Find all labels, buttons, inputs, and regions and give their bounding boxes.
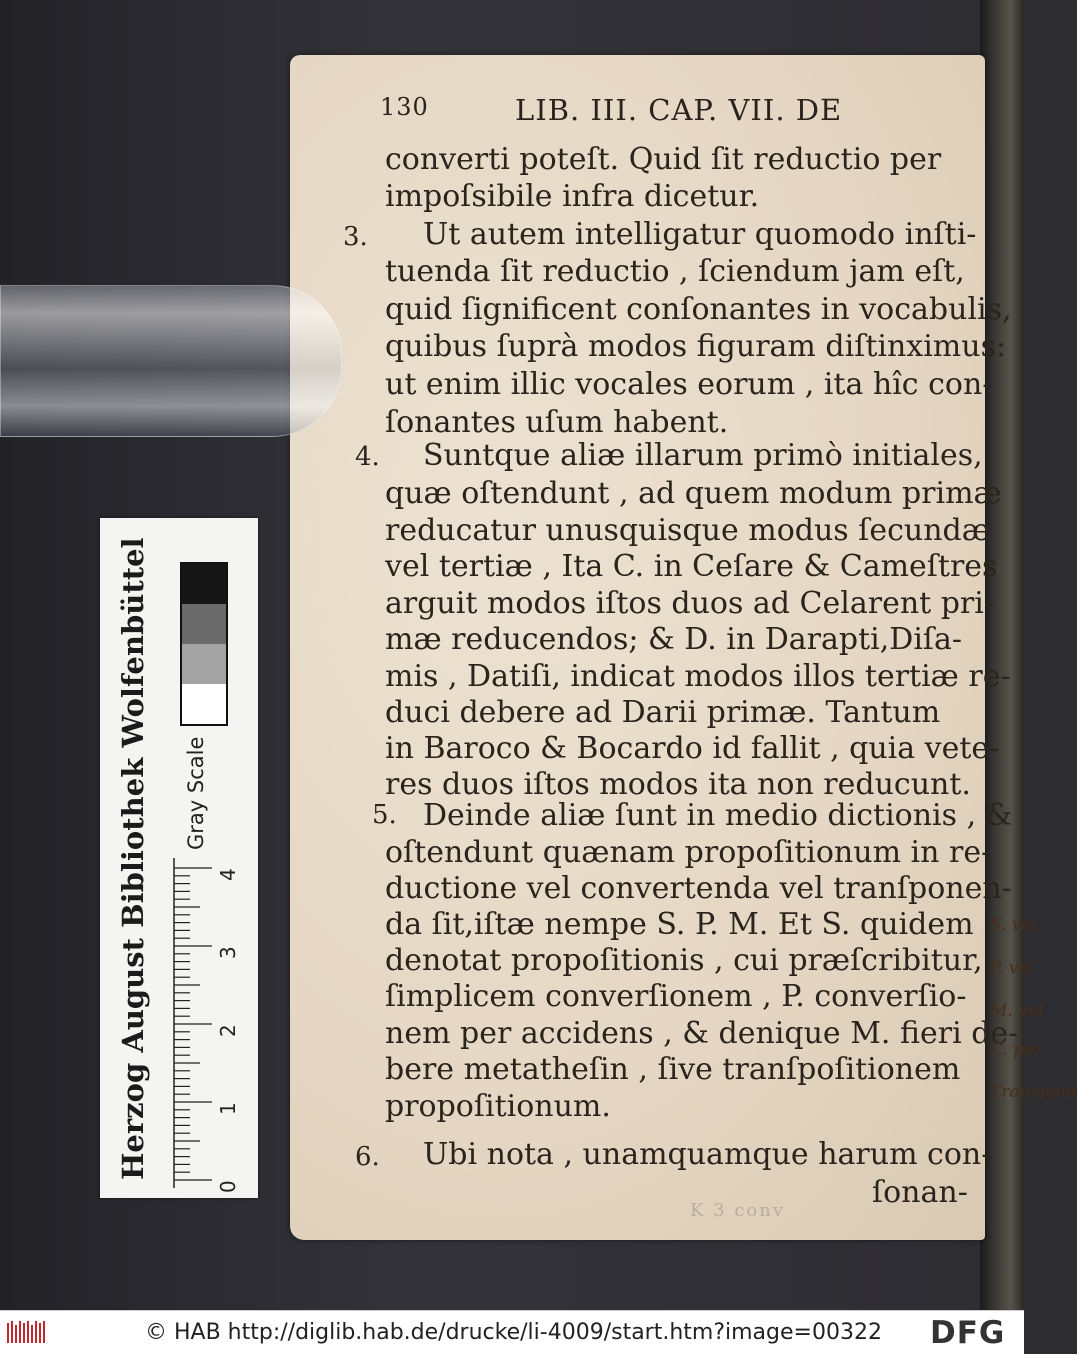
copyright-link[interactable]: © HAB http://diglib.hab.de/drucke/li-4009/start.htm?image=00322 [145,1320,882,1345]
text-line: Deinde aliæ ſunt in medio dictionis , & [423,798,1013,833]
text-line: quid ſignificent conſonantes in vocabulis, [385,292,1012,327]
margin-note: Transponi [990,1082,1077,1102]
ruler-number: 4 [216,868,240,881]
gray-scale-label: Gray Scale [184,736,208,850]
gray-patch [182,644,226,684]
book-spine-edge [980,0,1024,1310]
scale-card [100,518,258,1198]
running-title: LIB. III. CAP. VII. DE [515,93,843,127]
margin-note: M. vel [990,1001,1044,1021]
margin-note: P. vel [990,958,1034,978]
text-line: ſonantes uſum habent. [385,405,729,440]
text-line: da ſit,iſtæ nempe S. P. M. Et S. quidem [385,907,974,942]
text-line: converti poteſt. Quid ſit reductio per [385,142,942,177]
text-line: denotat propoſitionis , cui præſcribitur, [385,943,983,978]
text-line: ſimplicem converſionem , P. converſio- [385,979,967,1014]
text-line: res duos iſtos modos ita non reducunt. [385,767,971,802]
ruler-number: 3 [216,946,240,959]
text-line: quibus ſuprà modos figuram diſtinximus: [385,329,1007,364]
ruler-number: 0 [216,1180,240,1193]
text-line: Ubi nota , unamquamque harum con- [423,1137,992,1172]
ruler [174,858,214,1188]
ruler-number: 2 [216,1024,240,1037]
text-line: oſtendunt quænam propoſitionum in re- [385,835,992,870]
section-number-5: 5. [372,800,397,830]
text-line: vel tertiæ , Ita C. in Ceſare & Cameſtres [385,549,998,584]
text-line: Suntque aliæ illarum primò initiales, [423,438,983,473]
text-line: in Baroco & Bocardo id fallit , quia vete- [385,731,1000,766]
library-name: Herzog August Bibliothek Wolfenbüttel [116,537,150,1180]
section-number-4: 4. [355,442,380,472]
dfg-logo: DFG [930,1315,1006,1351]
page-header [380,93,843,133]
text-line: reducatur unusquisque modus ſecundæ [385,513,990,548]
margin-note: C. per [990,1040,1043,1060]
text-line: ut enim illic vocales eorum , ita hîc con- [385,367,993,402]
glass-page-clip [0,285,342,437]
margin-note: S. vel [990,915,1037,935]
gray-patch [182,604,226,644]
text-line: propoſitionum. [385,1089,611,1124]
section-number-6: 6. [355,1142,380,1172]
text-line: duci debere ad Darii primæ. Tantum [385,695,941,730]
footer-bar [0,1310,1024,1354]
text-line: ductione vel convertenda vel tranſponen- [385,871,1012,906]
catchword: K 3 conv [690,1200,786,1221]
text-line: mis , Datiſi, indicat modos illos tertiæ re- [385,659,1011,694]
hab-logo-icon [6,1319,48,1345]
text-line: mæ reducendos; & D. in Darapti,Diſa- [385,622,963,657]
gray-patch [182,684,226,724]
text-line: Ut autem intelligatur quomodo inſti- [423,217,977,252]
text-line: bere metatheſin , ſive tranſpoſitionem [385,1052,961,1087]
text-line: tuenda ſit reductio , ſciendum jam eſt, [385,254,965,289]
text-line: arguit modos iſtos duos ad Celarent pri- [385,586,995,621]
page-number: 130 [380,93,429,121]
scale-card-content [100,518,258,1198]
text-line: ſonan- [872,1175,968,1210]
section-number-3: 3. [343,222,368,252]
text-line: quæ oſtendunt , ad quem modum primæ [385,476,1002,511]
text-line: impoſsibile infra dicetur. [385,179,760,214]
ruler-number: 1 [216,1102,240,1115]
gray-patch [182,564,226,604]
gray-scale-patches [180,562,228,726]
text-line: nem per accidens , & denique M. fieri de- [385,1016,1019,1051]
